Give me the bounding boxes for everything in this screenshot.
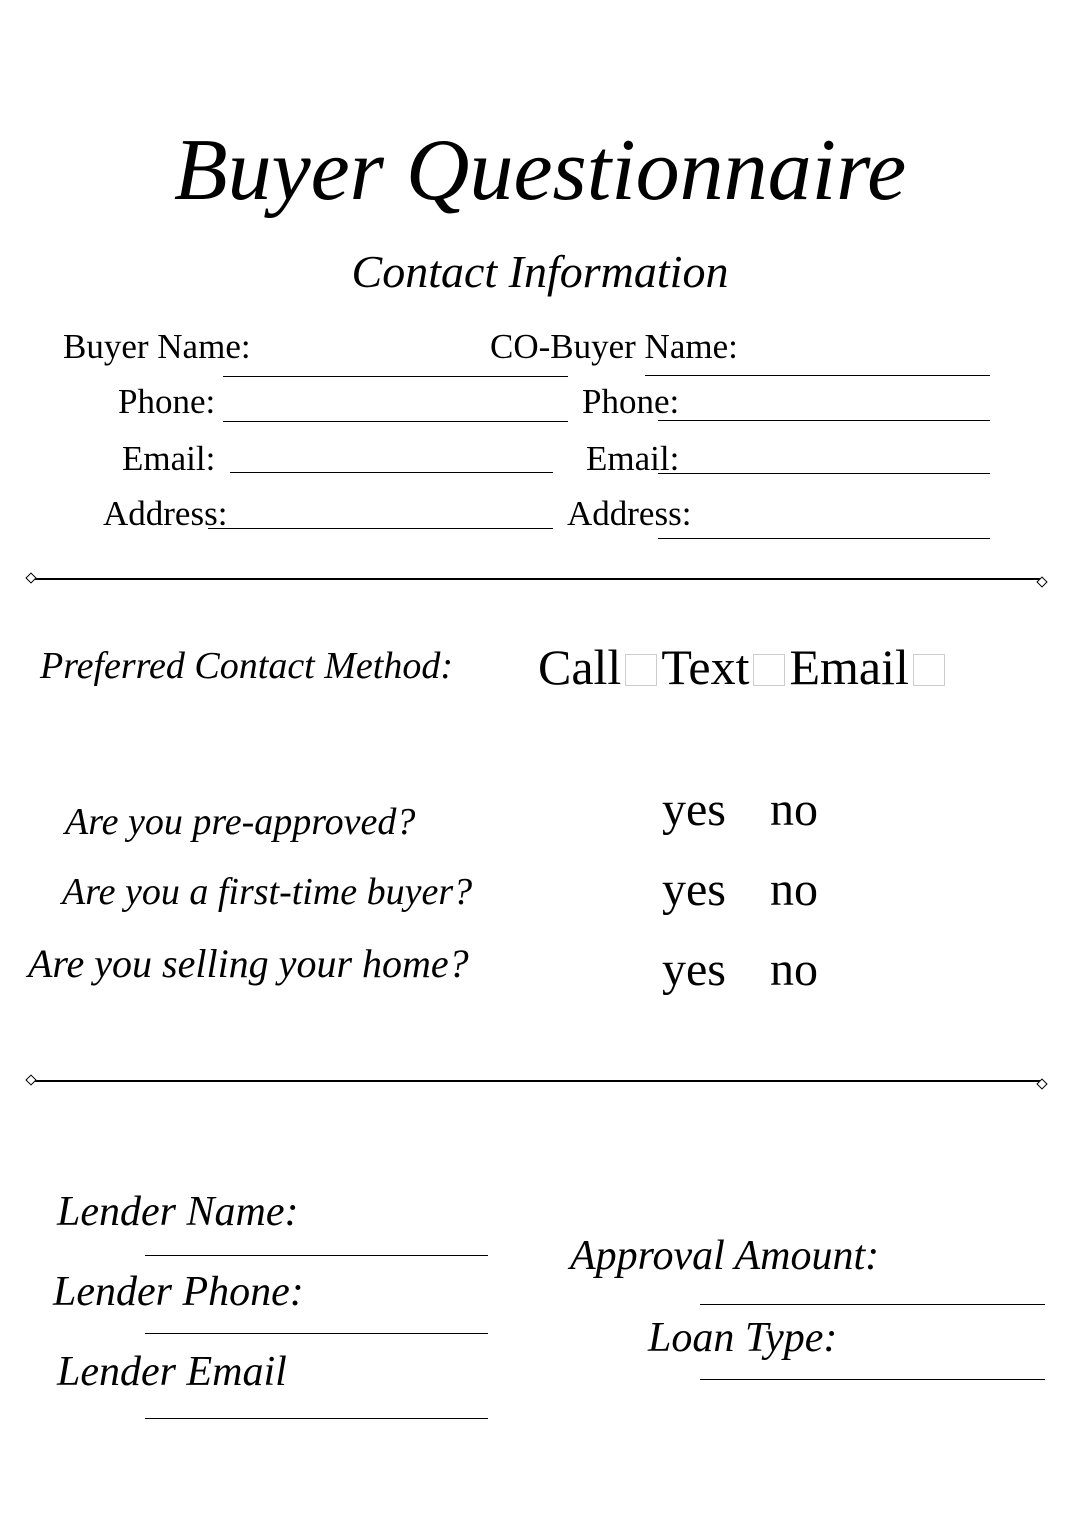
loan-type-label: Loan Type: bbox=[648, 1315, 838, 1361]
cobuyer-phone-label: Phone: bbox=[582, 382, 680, 421]
buyer-address-label: Address: bbox=[103, 494, 228, 533]
buyer-name-field[interactable] bbox=[223, 376, 568, 377]
preferred-contact-label: Preferred Contact Method: bbox=[40, 645, 453, 687]
section-title-contact: Contact Information bbox=[351, 246, 729, 297]
lender-email-label: Lender Email bbox=[57, 1349, 287, 1395]
cobuyer-email-label: Email: bbox=[586, 439, 680, 478]
buyer-phone-field[interactable] bbox=[223, 421, 568, 422]
lender-name-field[interactable] bbox=[145, 1255, 488, 1256]
question-first-time: Are you a first-time buyer? bbox=[62, 871, 473, 913]
lender-phone-label: Lender Phone: bbox=[53, 1269, 304, 1315]
cobuyer-address-field[interactable] bbox=[658, 538, 990, 539]
buyer-email-field[interactable] bbox=[230, 472, 553, 473]
buyer-name-label: Buyer Name: bbox=[63, 327, 251, 366]
approval-amount-field[interactable] bbox=[700, 1304, 1045, 1305]
answer-no[interactable]: no bbox=[770, 943, 818, 996]
divider-end-left bbox=[25, 572, 36, 583]
buyer-email-label: Email: bbox=[122, 439, 216, 478]
answer-yes[interactable]: yes bbox=[662, 943, 726, 996]
approval-amount-label: Approval Amount: bbox=[570, 1233, 880, 1279]
answer-yes[interactable]: yes bbox=[662, 863, 726, 916]
lender-phone-field[interactable] bbox=[145, 1333, 488, 1334]
option-email-label: Email bbox=[789, 639, 909, 695]
buyer-phone-label: Phone: bbox=[118, 382, 216, 421]
preferred-contact-options bbox=[538, 638, 949, 696]
cobuyer-name-label: CO-Buyer Name: bbox=[490, 327, 738, 366]
divider-end-left bbox=[25, 1074, 36, 1085]
page-title: Buyer Questionnaire bbox=[173, 122, 907, 219]
cobuyer-name-field[interactable] bbox=[645, 375, 990, 376]
lender-email-field[interactable] bbox=[145, 1418, 488, 1419]
option-call-checkbox[interactable] bbox=[625, 654, 657, 686]
question-preapproved: Are you pre-approved? bbox=[65, 801, 416, 843]
buyer-address-field[interactable] bbox=[208, 528, 553, 529]
option-call-label: Call bbox=[538, 639, 622, 695]
cobuyer-address-label: Address: bbox=[567, 494, 692, 533]
question-selling-home: Are you selling your home? bbox=[28, 941, 469, 986]
answer-no[interactable]: no bbox=[770, 863, 818, 916]
option-text-checkbox[interactable] bbox=[753, 654, 785, 686]
divider bbox=[32, 578, 1042, 580]
option-email-checkbox[interactable] bbox=[913, 654, 945, 686]
option-text-label: Text bbox=[661, 639, 750, 695]
cobuyer-phone-field[interactable] bbox=[658, 420, 990, 421]
cobuyer-email-field[interactable] bbox=[658, 473, 990, 474]
answer-yes[interactable]: yes bbox=[662, 783, 726, 836]
divider bbox=[32, 1080, 1042, 1082]
lender-name-label: Lender Name: bbox=[57, 1189, 299, 1235]
loan-type-field[interactable] bbox=[700, 1379, 1045, 1380]
answer-no[interactable]: no bbox=[770, 783, 818, 836]
